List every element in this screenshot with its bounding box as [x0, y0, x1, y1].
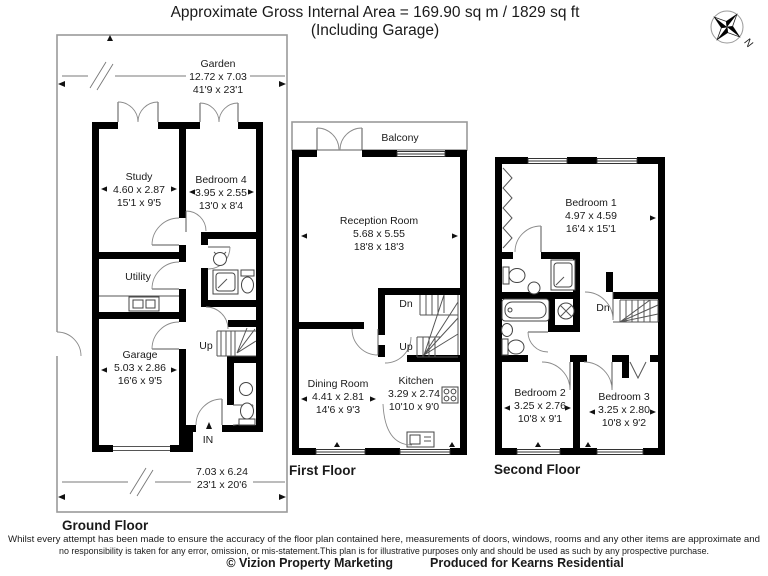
front-imperial: 23'1 x 20'6: [196, 479, 248, 491]
bedroom3-metric: 3.25 x 2.80: [598, 404, 650, 416]
extractor-icon: [558, 303, 574, 319]
cloakroom-fixtures: [239, 383, 255, 426]
bedroom1-dim-arrow: [650, 215, 656, 220]
bedroom2-imperial: 10'8 x 9'1: [517, 413, 563, 425]
french-doors-study: [118, 102, 158, 122]
basin-icon: [214, 253, 227, 266]
stairs-icon: [217, 328, 256, 356]
basin-icon: [502, 324, 513, 337]
study-imperial: 15'1 x 9'5: [116, 197, 162, 209]
garden-metric: 12.72 x 7.03: [189, 71, 247, 83]
bedroom2-label: Bedroom 2: [514, 387, 566, 399]
study-label: Study: [125, 171, 153, 183]
study-metric: 4.60 x 2.87: [113, 184, 165, 196]
compass-north-label: N: [741, 36, 756, 50]
basin-icon: [240, 383, 253, 396]
reception-label: Reception Room: [339, 215, 419, 227]
page-title-line2: (Including Garage): [310, 22, 440, 39]
garage-door: [113, 447, 170, 451]
reception-metric: 5.68 x 5.55: [353, 228, 405, 240]
bedroom2-metric: 3.25 x 2.76: [514, 400, 566, 412]
window-ticks: [535, 442, 591, 447]
french-doors-bedroom4: [200, 103, 238, 122]
french-doors-balcony: [317, 128, 362, 150]
front-metric: 7.03 x 6.24: [196, 466, 248, 478]
second-floor-label: Second Floor: [494, 462, 581, 477]
garage-imperial: 16'6 x 9'5: [117, 375, 163, 387]
bedroom3-imperial: 10'8 x 9'2: [601, 417, 647, 429]
garage-metric: 5.03 x 2.86: [114, 362, 166, 374]
toilet-icon: [503, 267, 509, 284]
produced-for-label: Produced for Kearns Residential: [430, 556, 624, 570]
compass-icon: [705, 5, 756, 50]
dining-metric: 4.41 x 2.81: [312, 391, 364, 403]
bedroom1-metric: 4.97 x 4.59: [565, 210, 617, 222]
toilet-icon: [241, 403, 254, 419]
washer-icon: [99, 296, 179, 311]
first-floor-label: First Floor: [289, 463, 356, 478]
kitchen-metric: 3.29 x 2.74: [388, 388, 440, 400]
garage-label: Garage: [122, 349, 158, 361]
balcony-label: Balcony: [381, 132, 419, 144]
page-title-line1: Approximate Gross Internal Area = 169.90 sq m / 1829 sq ft: [170, 4, 580, 21]
kitchen-label: Kitchen: [398, 375, 434, 387]
bedroom1-imperial: 16'4 x 15'1: [565, 223, 617, 235]
shower-room-fixtures: [503, 260, 575, 294]
bedroom3-label: Bedroom 3: [598, 391, 650, 403]
toilet-icon: [241, 270, 254, 276]
garden-imperial: 41'9 x 23'1: [192, 84, 244, 96]
bedroom1-label: Bedroom 1: [565, 197, 617, 209]
second-floor-plan: [494, 157, 665, 477]
balcony-outline: [292, 122, 467, 150]
bedroom4-label: Bedroom 4: [195, 174, 247, 186]
basin-icon: [528, 282, 540, 294]
stairs-icon: [417, 295, 458, 357]
garden-dimension-line: [58, 62, 286, 90]
kitchen-imperial: 10'10 x 9'0: [388, 401, 440, 413]
bedroom4-imperial: 13'0 x 8'4: [198, 200, 244, 212]
disclaimer-line1: Whilst every attempt has been made to ensure the accuracy of the floor plan contained here, measurements of doors, windows, rooms and any other items are approximate and: [8, 534, 760, 545]
stairs-up-label: Up: [399, 341, 413, 353]
boundary-tick: [107, 35, 113, 41]
garden-label: Garden: [200, 58, 236, 70]
wardrobe-doors: [503, 168, 512, 248]
stairs-icon: [613, 300, 658, 322]
bathroom-fixtures: [213, 252, 254, 294]
gate-opening: [53, 332, 60, 356]
bedroom4-metric: 3.95 x 2.55: [195, 187, 247, 199]
closet-fold-door: [630, 362, 646, 378]
stairs-up-label: Up: [199, 340, 213, 352]
gate-door-arc: [57, 332, 81, 356]
dining-label: Dining Room: [307, 378, 369, 390]
ground-floor-plan: [53, 35, 287, 533]
ground-floor-label: Ground Floor: [62, 518, 149, 533]
disclaimer-line2: no responsibility is taken for any error, omission, or mis-statement.This plan is for illustrative purposes only and should be used as such by any prospective purchase.: [59, 546, 709, 557]
entry-arrow-icon: [206, 422, 212, 429]
toilet-icon: [502, 339, 508, 355]
entry-label: IN: [202, 434, 214, 446]
utility-label: Utility: [125, 271, 151, 283]
window-ticks: [334, 442, 455, 447]
reception-imperial: 18'8 x 18'3: [353, 241, 405, 253]
hob-icon: [442, 387, 458, 403]
bathroom-fixtures: [502, 299, 550, 355]
stairs-down-label: Dn: [399, 298, 413, 310]
stairs-down-label: Dn: [596, 302, 610, 314]
front-dimension-line: [58, 468, 286, 500]
first-floor-plan: [289, 122, 467, 478]
copyright-label: © Vizion Property Marketing: [226, 556, 393, 570]
dining-imperial: 14'6 x 9'3: [315, 404, 361, 416]
